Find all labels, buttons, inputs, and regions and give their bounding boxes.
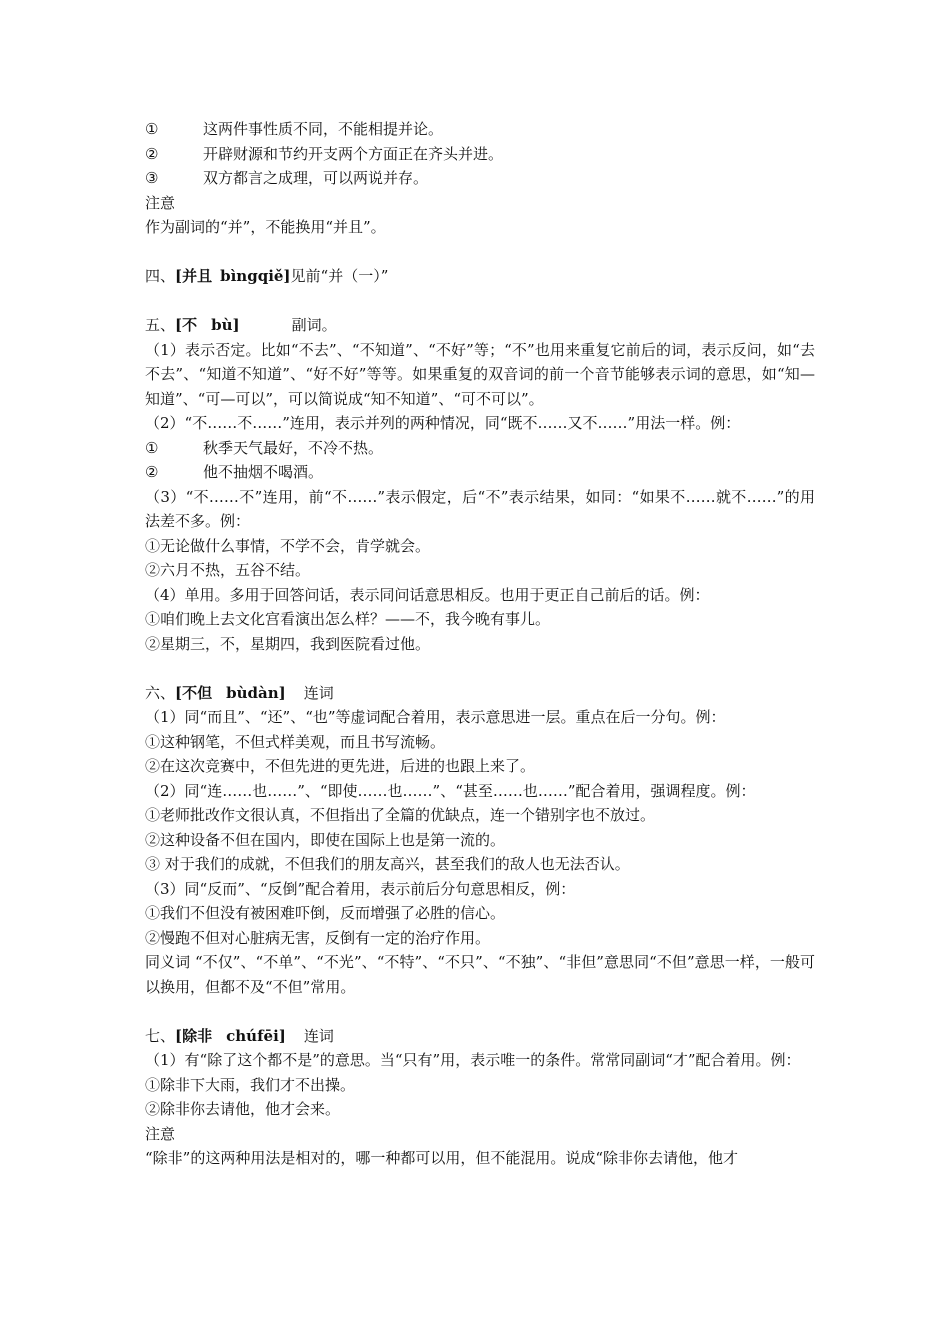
example-line: ②这种设备不但在国内，即使在国际上也是第一流的。: [145, 830, 506, 849]
entry-crossref: 见前“并（一）”: [290, 267, 389, 285]
entry-pinyin: bìngqiě]: [220, 267, 291, 285]
paragraph: （1）表示否定。比如“不去”、“不知道”、“不好”等；“不”也用来重复它前后的词，表示反问，如“去不去”、“知道不知道”、“好不好”等等。如果重复的双音词的前一个音节能够表示词的意思，如“知—知道”、“可—可以”，可以简说成“知不知道”、“可不可以”。: [145, 340, 815, 408]
section-prefix: 七、: [145, 1026, 176, 1045]
paragraph: （3）同“反而”、“反倒”配合着用，表示前后分句意思相反，例：: [145, 879, 576, 898]
entry-word: [不: [175, 316, 198, 334]
example-line: ②星期三，不，星期四，我到医院看过他。: [145, 634, 431, 653]
spacer: [145, 656, 815, 681]
example-line: ③ 对于我们的成就，不但我们的朋友高兴，甚至我们的敌人也无法否认。: [145, 855, 630, 873]
example-line: [145, 166, 815, 191]
document-page: [145, 117, 815, 1171]
spacer: [145, 999, 815, 1024]
part-of-speech: 连词: [303, 1026, 334, 1045]
example-line: ①老师批改作文很认真，不但指出了全篇的优缺点，连一个错别字也不放过。: [145, 806, 656, 824]
note-text: “除非”的这两种用法是相对的，哪一种都可以用，但不能混用。说成“除非你去请他，他才: [145, 1149, 739, 1167]
example-line: ①除非下大雨，我们才不出操。: [145, 1075, 356, 1094]
example-line: [145, 436, 815, 461]
entry-pinyin: bù]: [211, 316, 240, 334]
note-label: 注意: [145, 193, 176, 212]
entry-word: [不但: [175, 683, 213, 702]
section-prefix: 六、: [145, 683, 176, 702]
example-line: ②慢跑不但对心脏病无害，反倒有一定的治疗作用。: [145, 928, 491, 947]
note-text: 作为副词的“并”，不能换用“并且”。: [145, 218, 386, 236]
note-label: 注意: [145, 1124, 176, 1143]
example-line: [145, 460, 815, 485]
example-line: ①我们不但没有被困难吓倒，反而增强了必胜的信心。: [145, 904, 506, 922]
example-number: ③: [145, 169, 159, 187]
example-number: ②: [145, 463, 159, 481]
example-line: ①这种钢笔，不但式样美观，而且书写流畅。: [145, 732, 446, 751]
example-line: [145, 117, 815, 142]
example-text: 双方都言之成理，可以两说并存。: [203, 169, 429, 187]
section-prefix: 五、: [145, 316, 176, 334]
example-line: ①咱们晚上去文化宫看演出怎么样？——不，我今晚有事儿。: [145, 610, 551, 628]
entry-pinyin: chúfēi]: [226, 1026, 286, 1045]
example-line: ②除非你去请他，他才会来。: [145, 1100, 341, 1118]
paragraph: （4）单用。多用于回答问话，表示同问话意思相反。也用于更正自己前后的话。例：: [145, 585, 710, 604]
spacer: [145, 240, 815, 265]
paragraph: （2）同“连……也……”、“即使……也……”、“甚至……也……”配合着用，强调程度。例：: [145, 781, 756, 800]
example-text: 他不抽烟不喝酒。: [203, 463, 324, 481]
example-number: ①: [145, 438, 159, 457]
entry-word: [并且: [175, 267, 213, 285]
section-heading-7: [145, 1024, 815, 1049]
section-prefix: 四、: [145, 267, 176, 285]
example-line: ②在这次竞赛中，不但先进的更先进，后进的也跟上来了。: [145, 757, 536, 775]
paragraph: （2）“不……不……”连用，表示并列的两种情况，同“既不……又不……”用法一样。例：: [145, 414, 741, 432]
part-of-speech: 连词: [303, 683, 334, 702]
example-number: ②: [145, 144, 159, 163]
example-number: ①: [145, 120, 159, 138]
section-heading-4: [145, 264, 815, 289]
paragraph: （3）“不……不”连用，前“不……”表示假定，后“不”表示结果，如同：“如果不……就不……”的用法差不多。例：: [145, 487, 815, 530]
example-line: ②六月不热，五谷不结。: [145, 561, 311, 579]
example-line: [145, 142, 815, 167]
example-text: 开辟财源和节约开支两个方面正在齐头并进。: [203, 144, 504, 163]
example-text: 这两件事性质不同，不能相提并论。: [203, 120, 444, 138]
example-text: 秋季天气最好，不冷不热。: [203, 438, 384, 457]
paragraph: （1）有“除了这个都不是”的意思。当“只有”用，表示唯一的条件。常常同副词“才”配合着用。例：: [145, 1051, 801, 1069]
synonyms-paragraph: 同义词 “不仅”、“不单”、“不光”、“不特”、“不只”、“不独”、“非但”意思同“不但”意思一样，一般可以换用，但都不及“不但”常用。: [145, 953, 815, 996]
section-heading-6: [145, 681, 815, 706]
section-heading-5: [145, 313, 815, 338]
paragraph: （1）同“而且”、“还”、“也”等虚词配合着用，表示意思进一层。重点在后一分句。例：: [145, 708, 726, 726]
example-line: ①无论做什么事情，不学不会，肯学就会。: [145, 536, 431, 555]
part-of-speech: 副词。: [291, 316, 337, 334]
spacer: [145, 289, 815, 314]
entry-pinyin: bùdàn]: [226, 683, 286, 702]
entry-word: [除非: [175, 1026, 213, 1045]
